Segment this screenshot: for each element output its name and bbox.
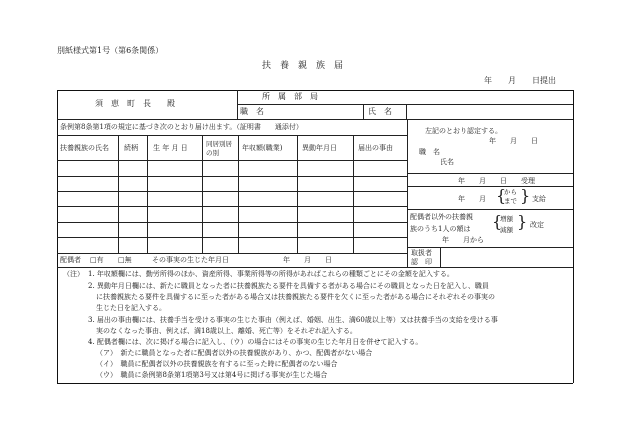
to-label: まで bbox=[504, 197, 517, 205]
form-number: 別紙様式第1号（第6条関係） bbox=[57, 46, 164, 55]
name-label: 氏 名 bbox=[368, 107, 392, 116]
payment-year-month: 年 月 bbox=[458, 195, 486, 203]
seal-label: 認 印 bbox=[411, 258, 432, 266]
spouse-yes-checkbox[interactable]: □有 bbox=[90, 256, 104, 264]
note-line: （ウ） 職員に条例第8条第1項第3号又は第4号に掲げる事実が生じた場合 bbox=[96, 371, 328, 379]
dependent-amount-text-1: 配偶者以外の扶養親 bbox=[410, 213, 473, 221]
intro-text: 条例第8条第1項の規定に基づき次のとおり届け出ます。（証明書 通添付） bbox=[60, 123, 303, 131]
close-brace-icon: } bbox=[520, 186, 531, 205]
received-date: 年 月 日 受理 bbox=[458, 177, 535, 185]
note-line: （イ） 職員に配偶者以外の扶養親族を有するに至った時に配偶者のない場合 bbox=[96, 360, 338, 368]
certifier-name-label: 氏名 bbox=[440, 158, 454, 166]
col-relationship: 続柄 bbox=[124, 144, 138, 152]
addressee: 須 恵 町 長 殿 bbox=[95, 99, 175, 108]
page-title: 扶 養 親 族 届 bbox=[262, 61, 344, 71]
revision-from: 年 月から bbox=[442, 236, 484, 244]
note-line: に扶養親族たる要件を具備するに至った者がある場合又は扶養親族たる要件を欠くに至った者がある場合にそれぞれその事実の bbox=[96, 293, 495, 301]
col-dependent-name: 扶養親族の氏名 bbox=[60, 144, 109, 152]
certify-date: 年 月 日 bbox=[489, 137, 538, 145]
certifier-job-label: 職 名 bbox=[419, 148, 440, 156]
close-brace-icon: } bbox=[517, 212, 528, 231]
spouse-label: 配偶者 bbox=[60, 256, 81, 264]
open-brace-icon: { bbox=[492, 212, 503, 231]
spouse-no-checkbox[interactable]: □無 bbox=[118, 256, 132, 264]
col-reason: 届出の事由 bbox=[358, 144, 393, 152]
note-line: 4. 配偶者欄には、次に掲げる場合に記入し、（ウ）の場合にはその事実の生じた年月日を併せて記入する。 bbox=[88, 338, 423, 346]
dependent-amount-text-2: 族のうち1人の額は bbox=[410, 225, 471, 233]
revision-label: 改定 bbox=[530, 221, 544, 229]
col-cohabitation: 同居別居の別 bbox=[206, 140, 232, 157]
col-annual-income: 年収額(職業) bbox=[242, 144, 283, 152]
table-row bbox=[57, 222, 407, 223]
col-change-date: 異動年月日 bbox=[302, 144, 337, 152]
table-row bbox=[57, 206, 407, 207]
fact-date-label: その事実の生じた年月日 bbox=[152, 256, 229, 264]
increase-label: 増額 bbox=[500, 215, 513, 223]
fact-date-value: 年 月 日 bbox=[283, 256, 332, 264]
certify-text: 左記のとおり認定する。 bbox=[425, 127, 502, 135]
col-birth-date: 生 年 月 日 bbox=[153, 144, 188, 152]
open-brace-icon: { bbox=[496, 186, 507, 205]
notes-label: （注） bbox=[63, 270, 84, 278]
table-row bbox=[57, 237, 407, 238]
note-line: 2. 異動年月日欄には、新たに職員となった者に扶養親族たる要件を具備する者がある場合にその職員となった日を記入し、職員 bbox=[88, 282, 489, 290]
note-line: 実のなくなった事由、例えば、満18歳以上、離婚、死亡等）をそれぞれ記入する。 bbox=[96, 327, 357, 335]
note-line: （ア） 新たに職員となった者に配偶者以外の扶養親族があり、かつ、配偶者がない場合 bbox=[96, 349, 373, 357]
department-label: 所 属 部 局 bbox=[262, 92, 318, 101]
note-line: 1. 年収額欄には、勤労所得のほか、資産所得、事業所得等の所得があればこれらの種類ごとにその金額を記入する。 bbox=[88, 270, 454, 278]
note-line: 生じた日を記入する。 bbox=[96, 304, 166, 312]
handler-label: 取扱者 bbox=[411, 249, 432, 257]
submit-date: 年 月 日提出 bbox=[484, 76, 556, 85]
job-title-label: 職 名 bbox=[240, 107, 264, 116]
table-row bbox=[57, 191, 407, 192]
from-label: から bbox=[504, 188, 517, 196]
table-row bbox=[57, 253, 407, 254]
table-row bbox=[57, 176, 407, 177]
note-line: 3. 届出の事由欄には、扶養手当を受ける事実の生じた事由（例えば、婚姻、出生、満60歳以上等）又は扶養手当の支給を受ける事 bbox=[88, 316, 498, 324]
decrease-label: 減額 bbox=[500, 226, 513, 234]
payment-label: 支給 bbox=[532, 195, 546, 203]
